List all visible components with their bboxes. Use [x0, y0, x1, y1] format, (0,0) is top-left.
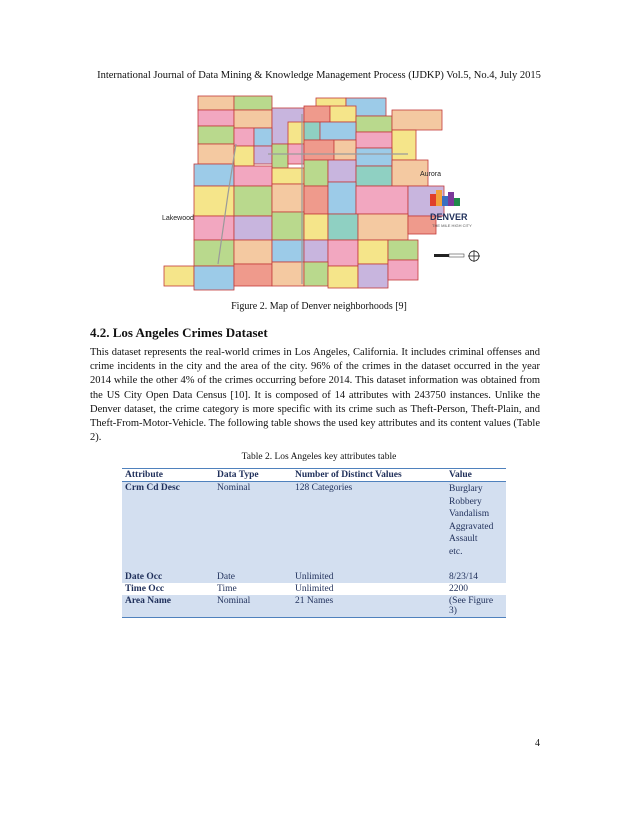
neighborhood-region: [356, 132, 392, 148]
neighborhood-region: [392, 130, 416, 160]
neighborhood-region: [334, 140, 356, 160]
cell-type: Time: [214, 583, 292, 595]
neighborhood-region: [194, 164, 234, 186]
neighborhood-region: [234, 146, 254, 166]
neighborhood-region: [272, 240, 304, 262]
neighborhood-region: [194, 216, 234, 240]
table-row: [122, 571, 506, 583]
neighborhood-region: [358, 214, 408, 240]
neighborhood-region: [328, 160, 356, 182]
table-caption: Table 2. Los Angeles key attributes table: [241, 452, 397, 462]
neighborhood-region: [320, 122, 356, 140]
neighborhood-region: [388, 260, 418, 280]
neighborhood-region: [234, 166, 272, 186]
cell-attribute: Time Occ: [122, 583, 214, 595]
neighborhood-region: [392, 110, 442, 130]
neighborhood-region: [356, 148, 392, 166]
neighborhood-region: [234, 264, 272, 286]
neighborhood-region: [304, 140, 334, 160]
neighborhood-region: [330, 106, 356, 122]
neighborhood-region: [234, 128, 254, 146]
neighborhood-region: [356, 116, 392, 132]
neighborhood-region: [198, 96, 234, 110]
neighborhood-region: [254, 128, 272, 146]
attributes-table: [122, 468, 506, 618]
neighborhood-region: [304, 160, 328, 186]
denver-wordmark: DENVER: [430, 212, 468, 222]
neighborhood-region: [356, 186, 408, 214]
cell-attribute: Crm Cd Desc: [122, 482, 214, 572]
value-line: Burglary: [449, 484, 483, 494]
aurora-label: Aurora: [420, 171, 442, 178]
table-row: [122, 482, 506, 572]
neighborhood-region: [234, 216, 272, 240]
cell-distinct: Unlimited: [292, 571, 446, 583]
cell-type: Nominal: [214, 482, 292, 572]
cell-attribute: Area Name: [122, 595, 214, 618]
neighborhood-region: [198, 126, 234, 144]
cell-distinct: 21 Names: [292, 595, 446, 618]
neighborhood-region: [272, 262, 304, 286]
value-line: Robbery: [449, 496, 482, 507]
neighborhood-region: [272, 168, 304, 184]
cell-distinct: Unlimited: [292, 583, 446, 595]
header-distinct-values: Number of Distinct Values: [292, 469, 446, 482]
neighborhood-region: [304, 122, 320, 140]
cell-values: (See Figure 3): [446, 595, 506, 618]
neighborhood-region: [272, 184, 304, 212]
neighborhood-region: [358, 240, 388, 264]
table-row: [122, 583, 506, 595]
page-number: 4: [535, 738, 540, 749]
neighborhood-region: [328, 182, 356, 214]
neighborhood-region: [254, 146, 272, 164]
value-spacer: [449, 558, 503, 570]
neighborhood-polygons: [164, 96, 444, 290]
neighborhood-region: [198, 144, 234, 164]
neighborhood-region: [304, 106, 330, 122]
neighborhood-region: [328, 214, 358, 240]
neighborhood-region: [358, 264, 388, 288]
neighborhood-region: [304, 214, 328, 240]
cell-type: Date: [214, 571, 292, 583]
scale-bar: [434, 254, 464, 257]
value-line: Assault: [449, 534, 478, 544]
lakewood-label: Lakewood: [162, 215, 194, 222]
neighborhood-region: [194, 240, 234, 266]
cell-values: 8/23/14: [446, 571, 506, 583]
neighborhood-region: [234, 186, 272, 216]
neighborhood-region: [234, 110, 272, 128]
figure-caption: Figure 2. Map of Denver neighborhoods [9]: [231, 301, 407, 312]
header-value: Value: [446, 469, 506, 482]
cell-attribute: Date Occ: [122, 571, 214, 583]
table-header-row: [122, 469, 506, 482]
neighborhood-region: [272, 212, 304, 240]
neighborhood-region: [304, 262, 328, 286]
denver-neighborhood-map: [158, 94, 488, 294]
neighborhood-region: [388, 240, 418, 260]
section-paragraph: This dataset represents the real-world crimes in Los Angeles, California. It includes criminal offenses and crime incidents in the city and the area of the city. 96% of the crimes in the dataset occurred in the year 2014 while the other 4% of the crimes occurring before 2014. This dataset information was obtained from the US City Open Data Census [10]. It is composed of 14 attributes with 243750 instances. Unlike the Denver dataset, the crime category is more specific with its crime such as Theft-Person, Theft-Plain, and Theft-From-Motor-Vehicle. The following table shows the used key attributes and its content values (Table 2).: [90, 347, 540, 444]
neighborhood-region: [272, 144, 288, 168]
neighborhood-region: [304, 186, 328, 214]
neighborhood-region: [304, 240, 328, 262]
neighborhood-region: [234, 240, 272, 264]
neighborhood-region: [164, 266, 194, 286]
table-row: [122, 595, 506, 618]
neighborhood-region: [234, 96, 272, 110]
cell-values: 2200: [446, 583, 506, 595]
value-line: Aggravated: [449, 521, 494, 532]
value-line: Vandalism: [449, 509, 490, 519]
map-svg: [158, 94, 488, 294]
cell-type: Nominal: [214, 595, 292, 618]
section-heading: 4.2. Los Angeles Crimes Dataset: [90, 325, 268, 340]
value-line: etc.: [449, 546, 463, 557]
neighborhood-region: [328, 266, 358, 288]
header-data-type: Data Type: [214, 469, 292, 482]
neighborhood-region: [328, 240, 358, 266]
compass-icon: [468, 250, 480, 262]
header-attribute: Attribute: [122, 469, 214, 482]
denver-tagline: THE MILE HIGH CITY: [432, 223, 472, 228]
cell-values: [446, 482, 506, 572]
neighborhood-region: [356, 166, 392, 186]
neighborhood-region: [198, 110, 234, 126]
cell-distinct: 128 Categories: [292, 482, 446, 572]
neighborhood-region: [194, 266, 234, 290]
journal-header: International Journal of Data Mining & Knowledge Management Process (IJDKP) Vol.5, No.4, July 2015: [97, 70, 541, 81]
